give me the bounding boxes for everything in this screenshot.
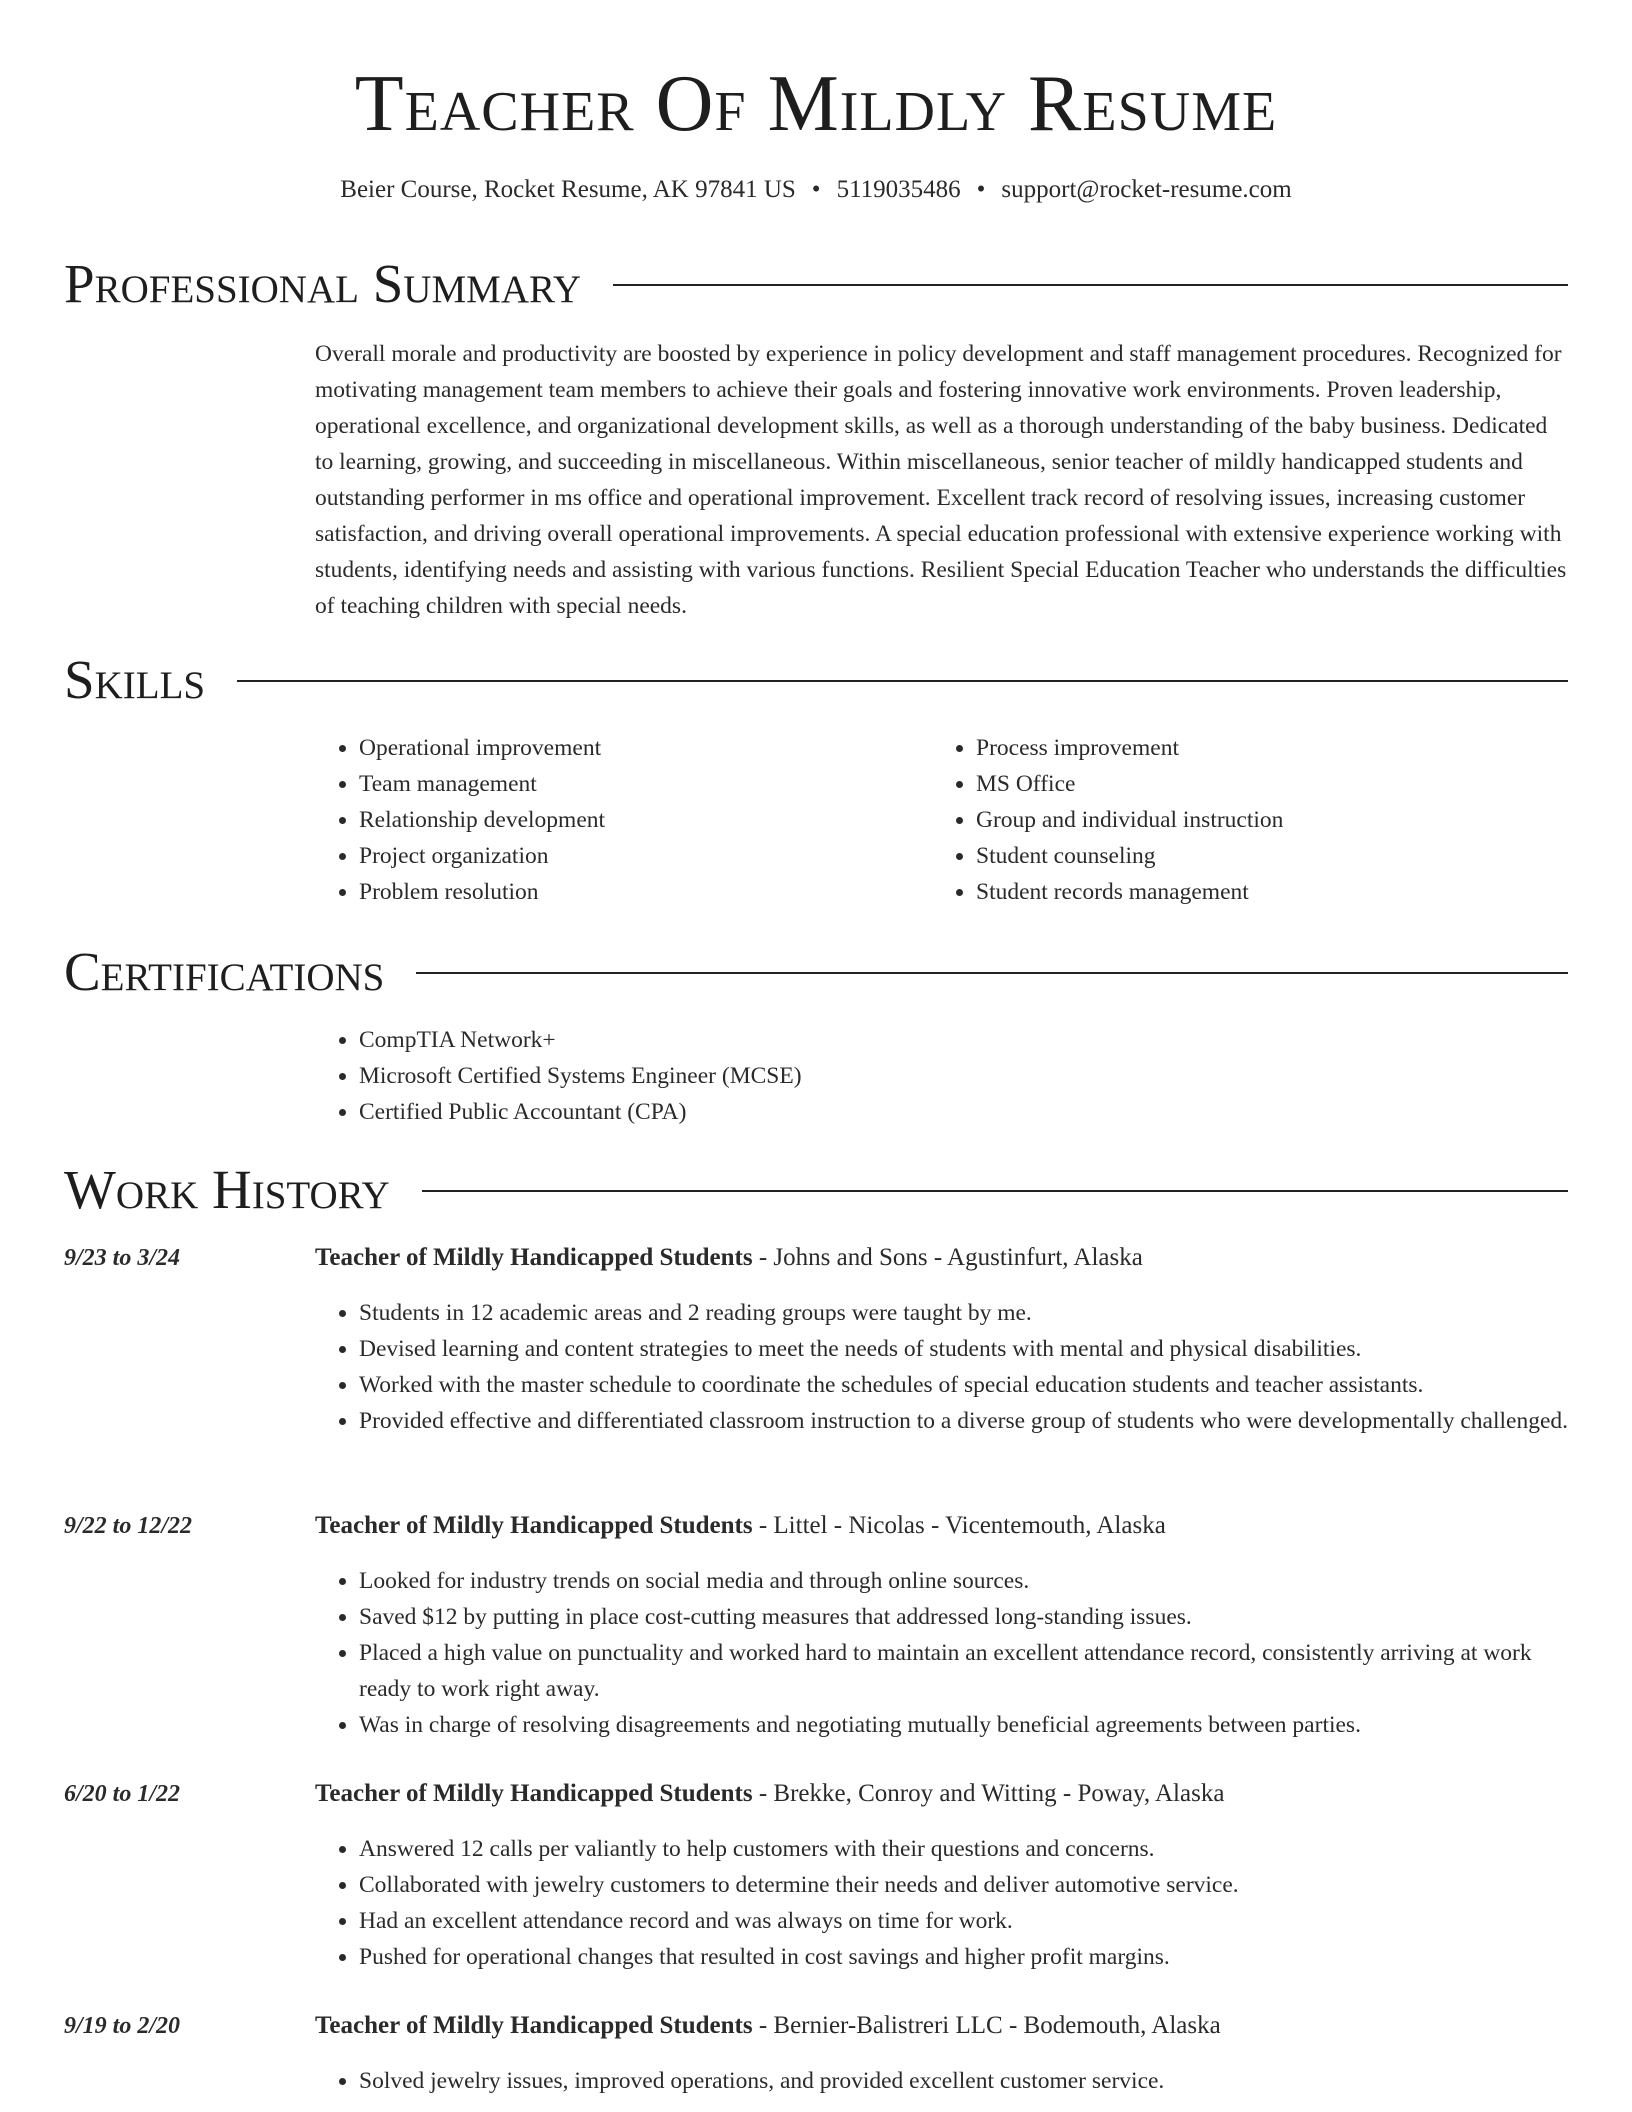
summary-text: Overall morale and productivity are boosted by experience in policy development and staff management procedures. Recognized for motivating management team members to achieve their goals and fostering innovative work environments. Proven leadership, operational excellence, and organizational development skills, as well as a thorough understanding of the baby business. Dedicated to learning, growing, and succeeding in miscellaneous. Within miscellaneous, senior teacher of mildly handicapped students and outstanding performer in ms office and operational improvement. Excellent track record of resolving issues, increasing customer satisfaction, and driving overall operational improvements. A special education professional with extensive experience working with students, identifying needs and assisting with various functions. Resilient Special Education Teacher who understands the difficulties of teaching children with special needs. [315,341,1567,619]
skill-item: • Student counseling [976,838,1549,874]
contact-email: support@rocket-resume.com [1001,176,1292,203]
contact-phone: 5119035486 [836,176,961,203]
job-details: - Johns and Sons - Agustinfurt, Alaska [752,1244,1143,1271]
job-bullets [315,1831,1568,1975]
skill-item: • Project organization [359,838,932,874]
skill-item: • Process improvement [976,730,1549,766]
skill-item: • Team management [359,766,932,802]
job-title: Teacher of Mildly Handicapped Students [315,1244,753,1271]
job-bullet: • Devised learning and content strategies to meet the needs of students with mental and physical disabilities. [359,1331,1568,1367]
contact-address: Beier Course, Rocket Resume, AK 97841 US [340,176,796,203]
job-details: - Brekke, Conroy and Witting - Poway, Alaska [752,1780,1225,1807]
summary-section-header [64,252,1568,316]
job-details: - Bernier-Balistreri LLC - Bodemouth, Alaska [752,2012,1221,2039]
job-header [315,1240,1568,1276]
contact-line [64,172,1568,208]
skills-column-right [932,730,1549,910]
job-bullet: • Solved jewelry issues, improved operations, and provided excellent customer service. [359,2063,1568,2099]
job-bullet: • Looked for industry trends on social media and through online sources. [359,1563,1568,1599]
skill-item: • Group and individual instruction [976,802,1549,838]
job-title: Teacher of Mildly Handicapped Students [315,2012,753,2039]
skills-list [315,730,1568,910]
section-divider [416,972,1568,974]
skill-item: • Problem resolution [359,874,932,910]
job-bullet: • Provided effective and differentiated classroom instruction to a diverse group of students who were developmentally challenged. [359,1403,1568,1439]
skills-column-left [315,730,932,910]
certification-item: • CompTIA Network+ [359,1022,1568,1058]
job-header [315,2008,1568,2044]
job-bullet: • Students in 12 academic areas and 2 reading groups were taught by me. [359,1295,1568,1331]
job-bullet: • Answered 12 calls per valiantly to help customers with their questions and concerns. [359,1831,1568,1867]
skill-item: • Relationship development [359,802,932,838]
job-bullets [315,1295,1568,1439]
job-title: Teacher of Mildly Handicapped Students [315,1512,753,1539]
job-bullet: • Saved $12 by putting in place cost-cutting measures that addressed long-standing issues. [359,1599,1568,1635]
job-dates: 9/19 to 2/20 [64,2013,181,2039]
job-title: Teacher of Mildly Handicapped Students [315,1780,753,1807]
job-bullets [315,2063,1568,2099]
section-divider [613,284,1568,286]
contact-separator: • [811,176,821,203]
job-header [315,1508,1568,1544]
skill-item: • MS Office [976,766,1549,802]
certifications-list [315,1022,1568,1130]
job-dates: 9/22 to 12/22 [64,1513,193,1539]
certifications-section-header [64,940,1568,1004]
job-bullet: • Was in charge of resolving disagreements and negotiating mutually beneficial agreements between parties. [359,1707,1568,1743]
skill-item: • Operational improvement [359,730,932,766]
skills-section-header [64,648,1568,712]
job-details: - Littel - Nicolas - Vicentemouth, Alaska [752,1512,1166,1539]
resume-title: Teacher Of Mildly Resume [354,60,1278,148]
section-divider [237,680,1568,682]
job-bullet: • Pushed for operational changes that resulted in cost savings and higher profit margins. [359,1939,1568,1975]
contact-separator: • [976,176,986,203]
certification-item: • Certified Public Accountant (CPA) [359,1094,1568,1130]
job-bullets [315,1563,1568,1743]
certifications-section-title: Certifications [64,941,385,1002]
job-bullet: • Placed a high value on punctuality and worked hard to maintain an excellent attendance record, consistently arriving at work ready to work right away. [359,1635,1568,1707]
job-bullet: • Worked with the master schedule to coordinate the schedules of special education students and teacher assistants. [359,1367,1568,1403]
section-divider [422,1190,1568,1192]
job-bullet: • Had an excellent attendance record and was always on time for work. [359,1903,1568,1939]
job-header [315,1776,1568,1812]
certification-item: • Microsoft Certified Systems Engineer (MCSE) [359,1058,1568,1094]
skill-item: • Student records management [976,874,1549,910]
job-dates: 6/20 to 1/22 [64,1781,181,1807]
job-dates: 9/23 to 3/24 [64,1245,181,1271]
summary-section-title: Professional Summary [64,253,582,314]
skills-section-title: Skills [64,649,206,710]
job-bullet: • Collaborated with jewelry customers to determine their needs and deliver automotive service. [359,1867,1568,1903]
work-section-title: Work History [64,1159,390,1220]
work-section-header [64,1158,1568,1222]
